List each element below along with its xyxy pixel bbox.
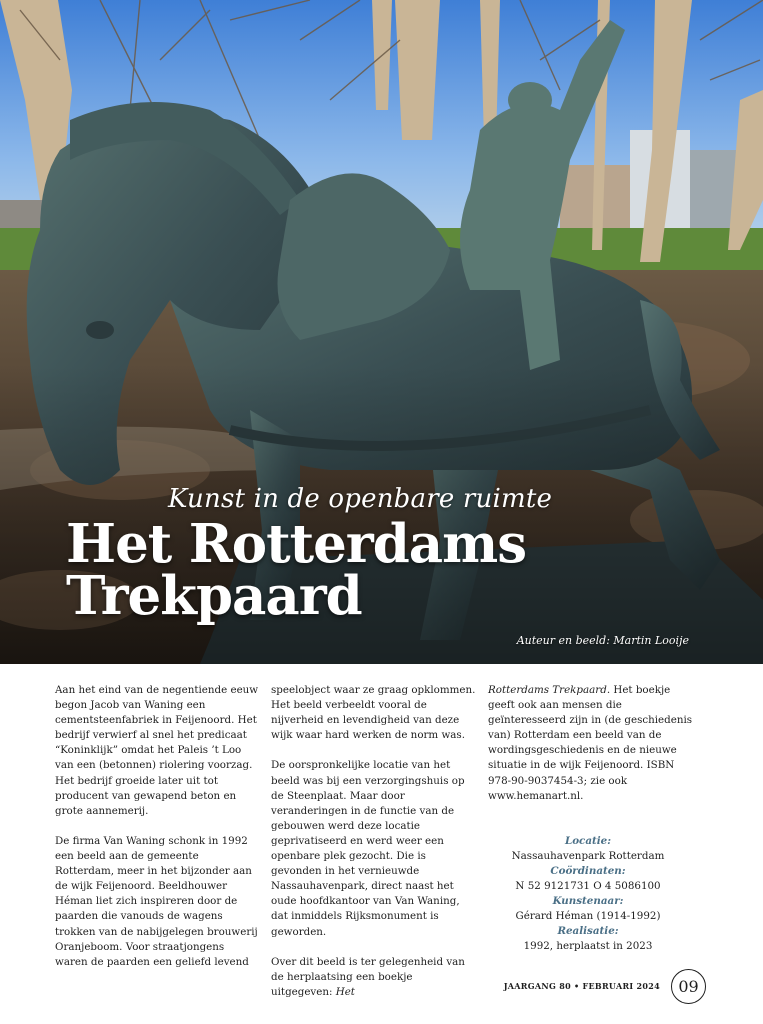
info-label-coordinaten: Coördinaten:: [550, 865, 626, 877]
article-column-2: [271, 683, 476, 1000]
paragraph: [488, 683, 698, 804]
issue-info: JAARGANG 80 • FEBRUARI 2024: [503, 981, 660, 991]
info-label-locatie: Locatie:: [564, 835, 612, 847]
article-kicker: Kunst in de openbare ruimte: [168, 484, 553, 514]
article-column-1: [55, 683, 260, 970]
page-number: 09: [671, 969, 706, 1004]
paragraph: De oorspronkelijke locatie van het beeld was bij een verzorgingshuis op de Steenplaat. Maar door veranderingen in de functie van de gebouwen werd deze locatie geprivatiseerd en werd weer een openbare plek gezocht. Die is gevonden in het vernieuwde Nassauhavenpark, direct naast het oude hoofdkantoor van Van Waning, dat inmiddels Rijksmonument is geworden.: [271, 759, 465, 938]
photo-credit: Auteur en beeld: Martin Looije: [516, 634, 689, 647]
artwork-info: [488, 834, 688, 954]
paragraph: Aan het eind van de negentiende eeuw begon Jacob van Waning een cementsteenfabriek in Feijenoord. Het bedrijf verwierf al snel het predicaat “Koninklijk” omdat het Paleis ’t Loo van een (betonnen) riolering voorzag. Het bedrijf groeide later uit tot producent van gewapend beton en grote aannemerij.: [55, 684, 259, 817]
article-title-line-1: Het Rotterdams: [66, 513, 527, 575]
article-title-line-2: Trekpaard: [66, 565, 362, 627]
info-value-realisatie: 1992, herplaatst in 2023: [523, 940, 653, 952]
book-title-part: Het: [335, 985, 355, 998]
paragraph: speelobject waar ze graag opklommen. Het beeld verbeeldt vooral de nijverheid en levendigheid van deze wijk waar hard werken de norm was.: [271, 684, 476, 742]
paragraph: [271, 955, 476, 1000]
info-label-realisatie: Realisatie:: [557, 925, 619, 937]
article-column-3: [488, 683, 698, 804]
article-title: [66, 513, 527, 627]
info-value-coordinaten: N 52 9121731 O 4 5086100: [515, 880, 661, 892]
paragraph-text: Over dit beeld is ter gelegenheid van de herplaatsing een boekje uitgegeven:: [271, 955, 465, 998]
info-value-locatie: Nassauhavenpark Rotterdam: [511, 850, 665, 862]
book-title: Rotterdams Trekpaard: [488, 684, 607, 696]
info-label-kunstenaar: Kunstenaar:: [552, 895, 624, 907]
paragraph-text: . Het boekje geeft ook aan mensen die geïnteresseerd zijn in (de geschiedenis van) Rotterdam een beeld van de wordingsgeschiedenis en de nieuwe situatie in de wijk Feijenoord. ISBN 978-90-9037454-3; zie ook www.hemanart.nl.: [488, 684, 693, 802]
info-value-kunstenaar: Gérard Héman (1914-1992): [515, 910, 661, 922]
paragraph: De firma Van Waning schonk in 1992 een beeld aan de gemeente Rotterdam, meer in het bijzonder aan de wijk Feijenoord. Beeldhouwer Héman liet zich inspireren door de paarden die vanouds de wagens trokken van de nabijgelegen brouwerij Oranjeboom. Voor straatjongens waren de paarden een geliefd levend: [55, 834, 258, 968]
